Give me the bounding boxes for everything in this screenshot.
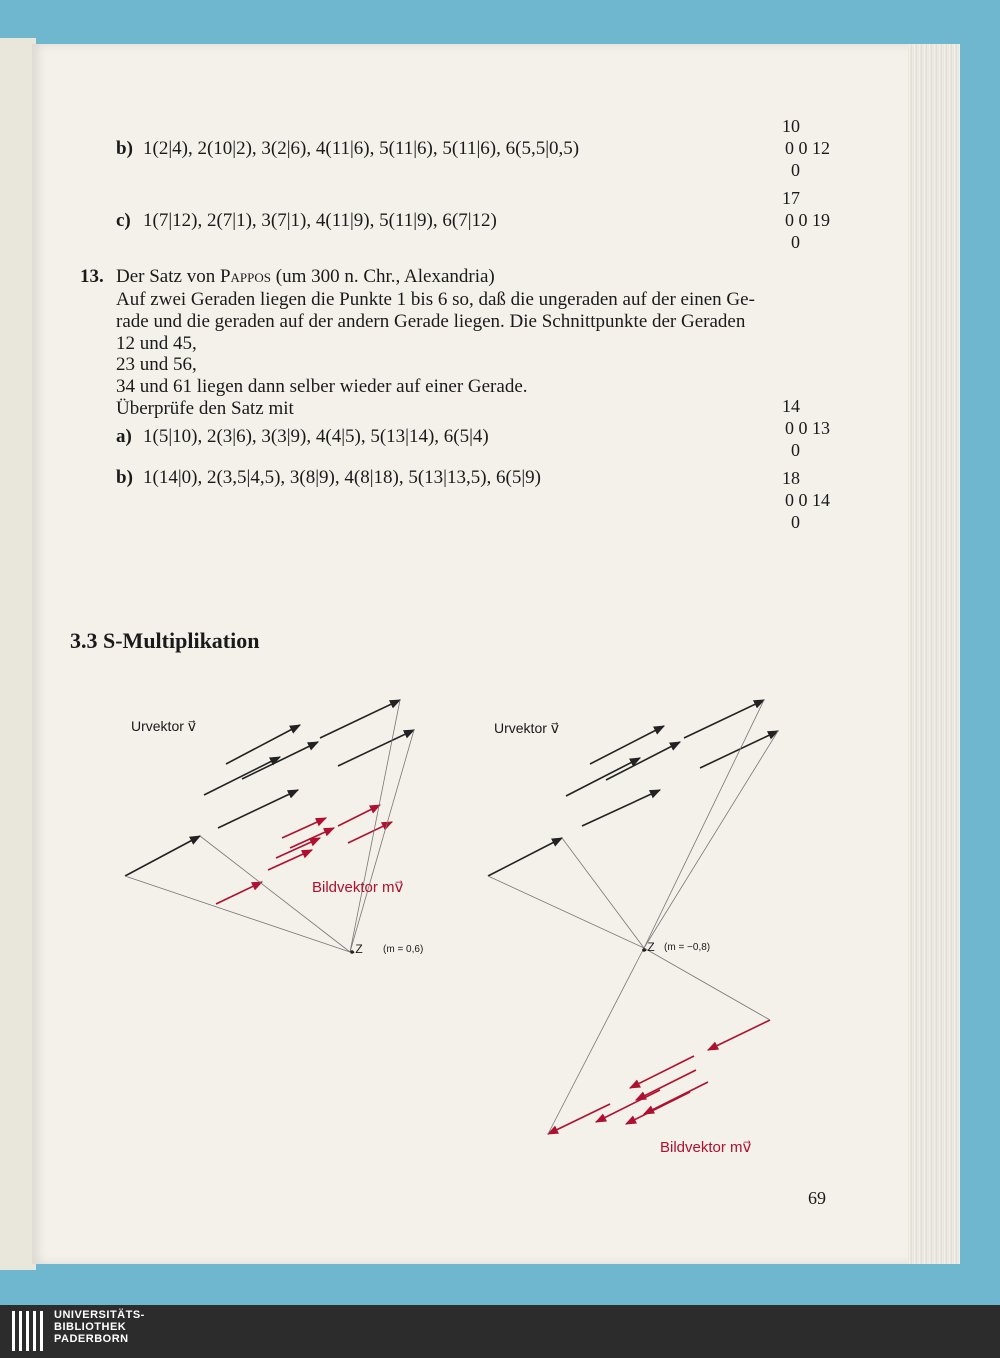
urvector [320,700,400,738]
section-heading: 3.3 S-Multiplikation [70,628,260,653]
left-figure [125,700,414,954]
projection-line [562,838,644,948]
exercise-13-a-points: 1(5|10), 2(3|6), 3(3|9), 4(4|5), 5(13|14), 6(5|4) [143,426,489,447]
exercise-b-label: b) [116,138,133,159]
right-bildvektor-label: Bildvektor mv⃗ [660,1139,752,1156]
urvector [125,836,200,876]
margin-num-1-bot: 0 [791,160,800,180]
left-urvektor-label: Urvektor v⃗ [131,718,197,734]
right-m-label: (m = −0,8) [664,942,711,953]
projection-line [488,876,644,948]
bildvector [708,1020,770,1050]
title-pre: Der Satz von [116,266,220,287]
library-logo-icon [10,1309,50,1353]
library-logo-text [54,1309,145,1345]
exercise-13-line2: rade und die geraden auf der andern Gerade liegen. Die Schnittpunkte der Geraden [116,311,746,332]
library-footer [0,1305,1000,1358]
margin-num-2-bot: 0 [791,232,800,252]
bildvector [268,850,312,870]
margin-num-4-top: 18 [782,468,800,488]
exercise-13-number: 13. [80,266,104,287]
exercise-13-line1: Auf zwei Geraden liegen die Punkte 1 bis 6 so, daß die ungeraden auf der einen Ge- [116,289,755,310]
bildvector [338,805,380,826]
exercise-c-label: c) [116,210,131,231]
bildvector [630,1056,694,1088]
left-bildvektor-label: Bildvektor mv⃗ [312,879,404,896]
exercise-13-line3: 12 und 45, [116,333,197,354]
left-projection-lines [125,700,414,952]
logo-line3: PADERBORN [54,1333,129,1345]
exercise-13-b-points: 1(14|0), 2(3,5|4,5), 3(8|9), 4(8|18), 5(13|13,5), 6(5|9) [143,467,541,488]
right-z-label: .Z [644,940,655,954]
exercise-c-points: 1(7|12), 2(7|1), 3(7|1), 4(11|9), 5(11|9), 6(7|12) [143,210,497,231]
exercise-13-a-label: a) [116,426,132,447]
projection-line [644,700,764,948]
margin-num-2-mid: 0 0 19 [785,210,830,230]
projection-line [644,948,770,1020]
projection-line [350,700,400,952]
bildvector [216,882,262,904]
projection-line [350,730,414,952]
margin-num-4-bot: 0 [791,512,800,532]
right-projection-lines [488,700,778,1134]
title-post: (um 300 n. Chr., Alexandria) [271,266,495,287]
exercise-13-line5: 34 und 61 liegen dann selber wieder auf einer Gerade. [116,376,528,397]
exercise-13-line6: Überprüfe den Satz mit [116,398,294,419]
exercise-13-line4: 23 und 56, [116,354,197,375]
margin-num-3-top: 14 [782,396,800,416]
urvector [242,742,318,779]
urvector [226,725,300,764]
bildvector [626,1092,690,1124]
bildvector [636,1070,696,1100]
left-z-label: .Z [352,942,363,956]
urvector [204,757,280,795]
margin-num-3-bot: 0 [791,440,800,460]
right-figure [488,700,778,1134]
page-number: 69 [808,1188,826,1208]
urvector [488,838,562,876]
logo-line1: UNIVERSITÄTS- [54,1309,145,1321]
margin-num-1-top: 10 [782,116,800,136]
urvector [582,790,660,826]
projection-line [548,948,644,1134]
bildvector [276,838,320,858]
left-m-label: (m = 0,6) [383,944,424,955]
bildvector [644,1082,708,1114]
urvector [218,790,298,828]
right-urvektor-label: Urvektor v⃗ [494,720,560,736]
urvector [606,742,680,780]
exercise-b-points: 1(2|4), 2(10|2), 3(2|6), 4(11|6), 5(11|6), 5(11|6), 6(5,5|0,5) [143,138,580,159]
title-name: Pappos [219,266,271,287]
logo-line2: BIBLIOTHEK [54,1321,127,1333]
urvector [590,726,664,764]
margin-num-3-mid: 0 0 13 [785,418,830,438]
margin-num-2-top: 17 [782,188,800,208]
bildvector [348,822,392,843]
exercise-13-b-label: b) [116,467,133,488]
margin-num-4-mid: 0 0 14 [785,490,830,510]
urvector [338,730,414,766]
right-bildvectors [548,1020,770,1134]
urvector [566,758,640,796]
urvector [684,700,764,738]
margin-num-1-mid: 0 0 12 [785,138,830,158]
